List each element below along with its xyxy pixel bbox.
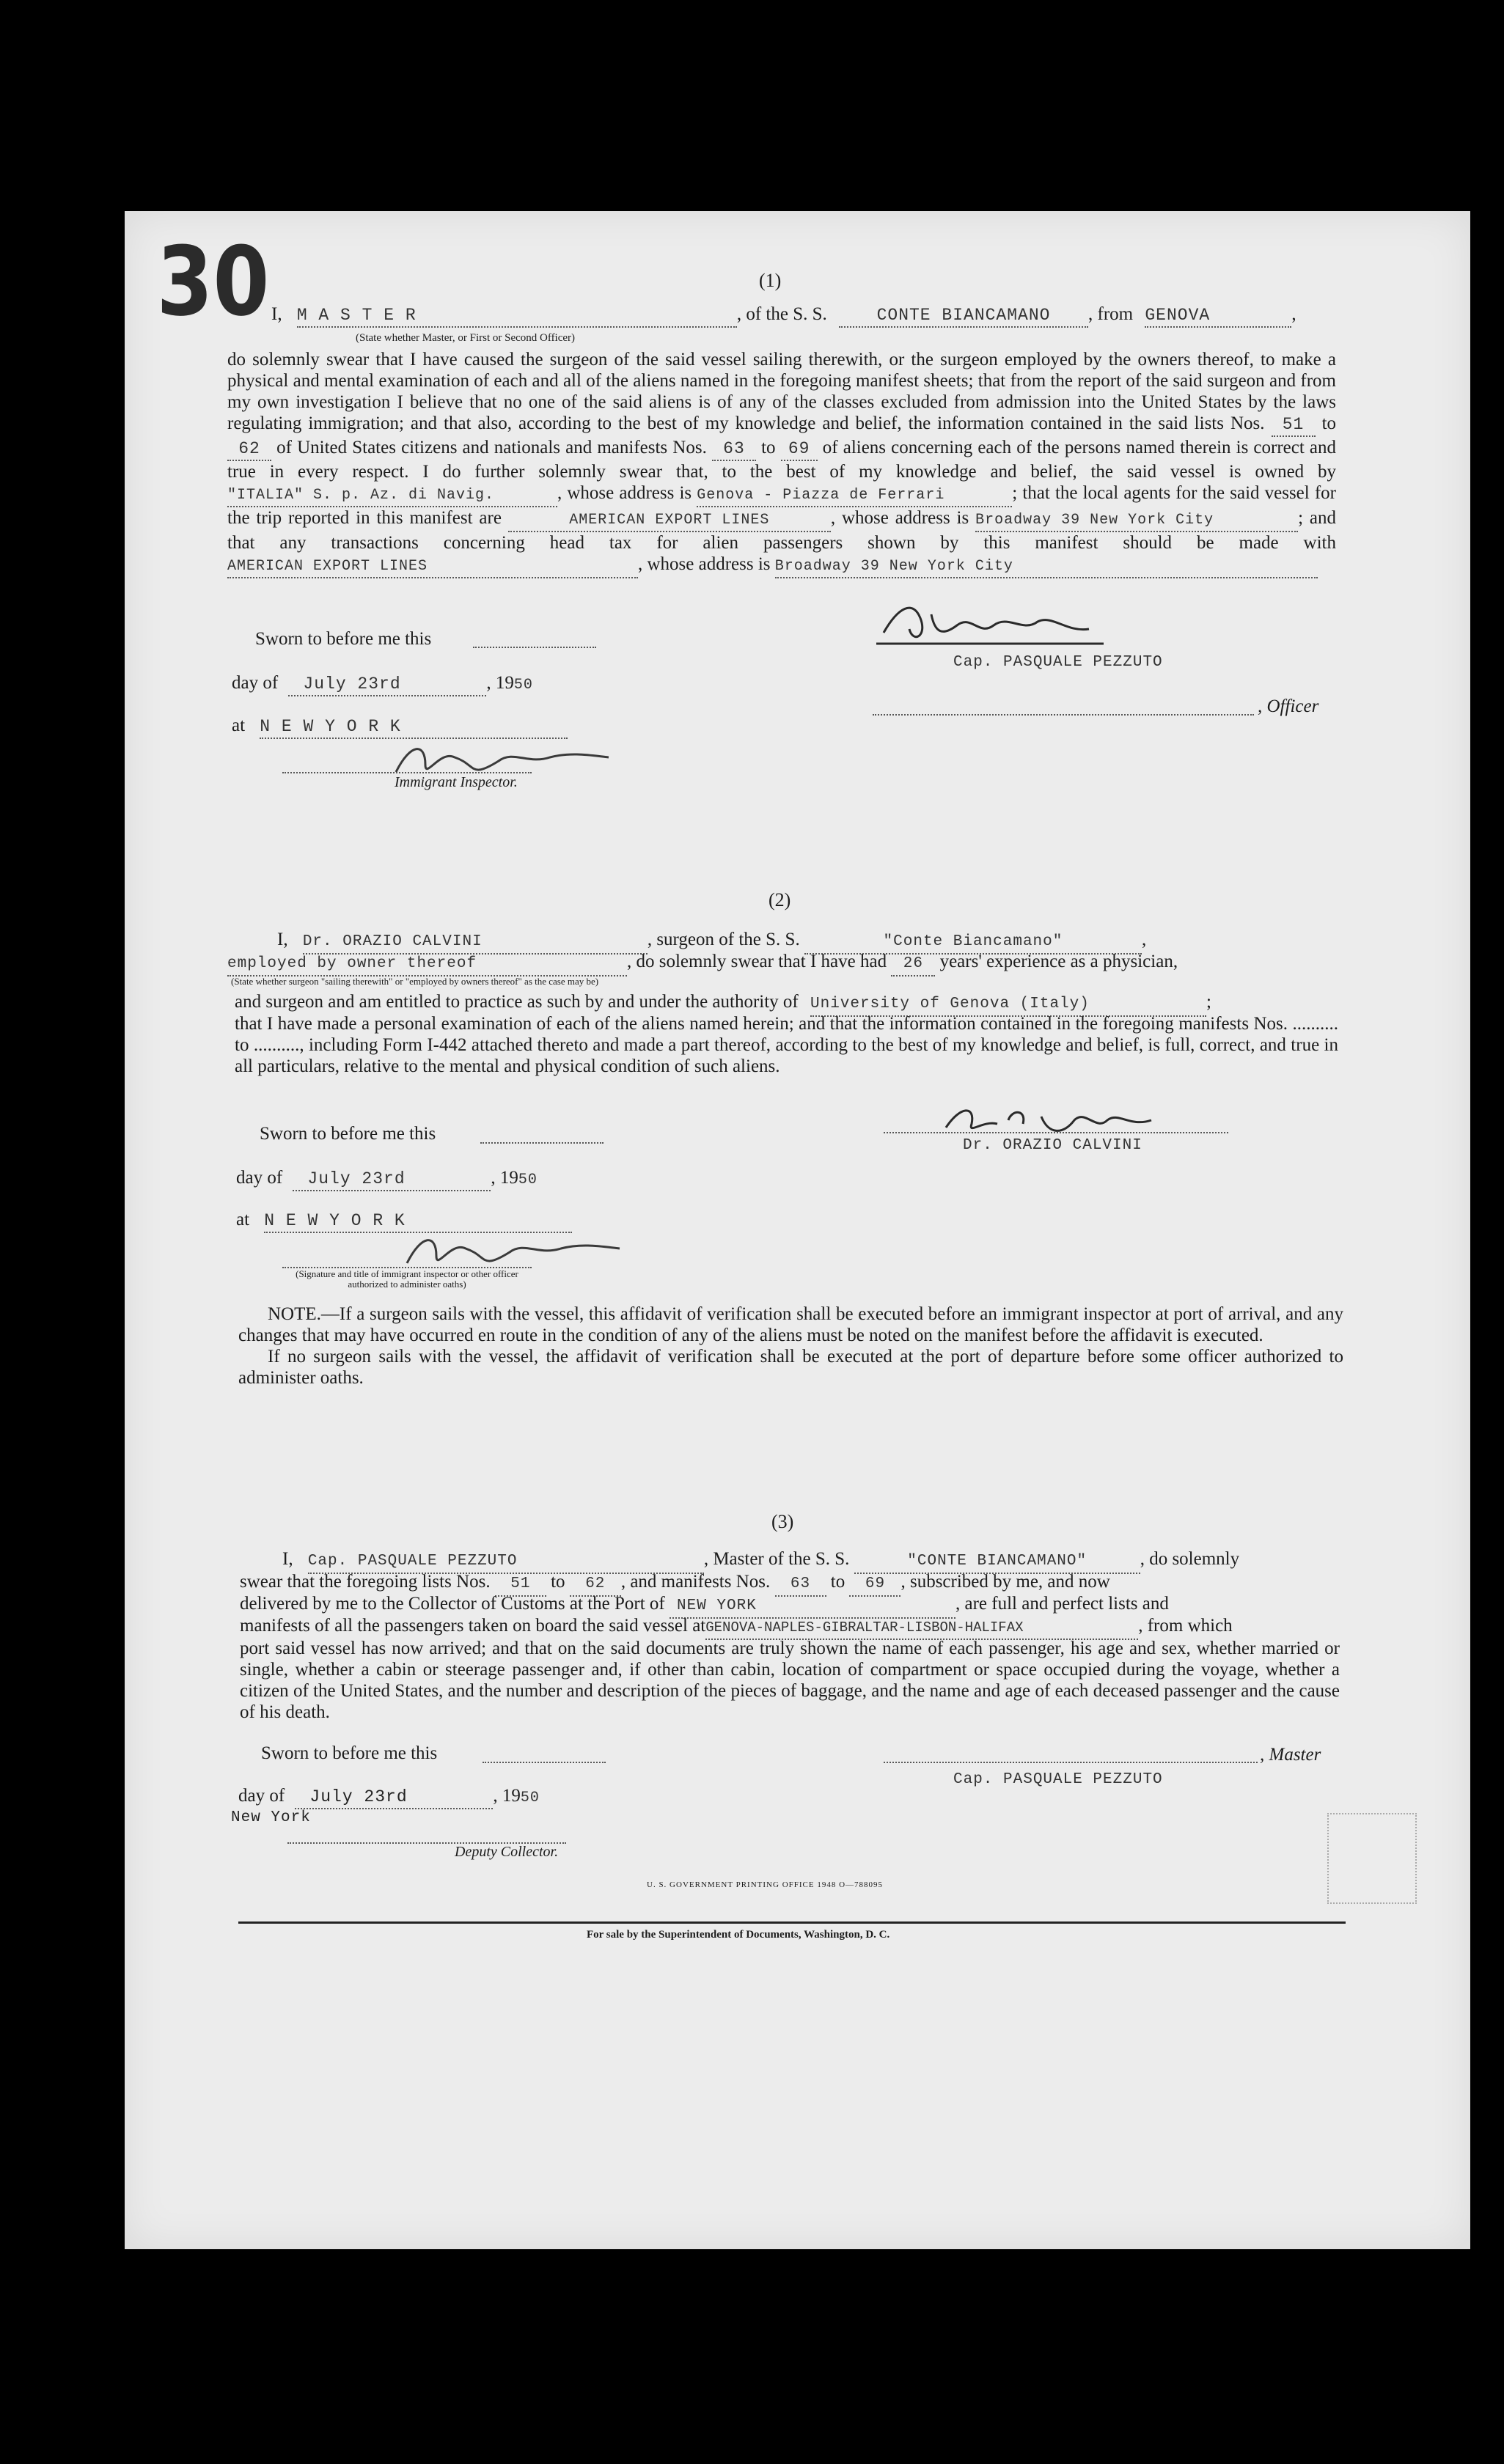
section1-line1: I, M A S T E R , of the S. S. CONTE BIANCAMANO , from GENOVA , bbox=[271, 304, 1296, 328]
section3-line2 bbox=[240, 1572, 1110, 1597]
surgeon-signature bbox=[939, 1098, 1159, 1142]
lists-to: 62 bbox=[570, 1574, 621, 1597]
at-label: at bbox=[236, 1210, 250, 1229]
deputy-label: Deputy Collector. bbox=[455, 1844, 559, 1860]
years-label: years' experience as a physician bbox=[939, 952, 1173, 971]
headtax-with: AMERICAN EXPORT LINES bbox=[227, 556, 638, 578]
master-sig-name: Cap. PASQUALE PEZZUTO bbox=[953, 1771, 1163, 1788]
officer-name: Cap. PASQUALE PEZZUTO bbox=[953, 654, 1163, 671]
date-line bbox=[232, 673, 533, 696]
printing-office: U. S. GOVERNMENT PRINTING OFFICE 1948 O—788095 bbox=[647, 1880, 884, 1889]
agents-label: that the local agents for the said vessel for the trip reported in this manifest are bbox=[227, 483, 1336, 528]
manifests-from: 63 bbox=[775, 1574, 826, 1597]
section3-line3 bbox=[240, 1594, 1169, 1619]
vessel-name: CONTE BIANCAMANO bbox=[839, 305, 1088, 328]
year-prefix: , 19 bbox=[486, 673, 514, 693]
from-port: GENOVA bbox=[1145, 305, 1291, 328]
sworn-line bbox=[480, 1142, 604, 1144]
corner-number: 30 bbox=[156, 226, 270, 337]
sworn-label: Sworn to before me this bbox=[261, 1743, 438, 1763]
manifests-to: 69 bbox=[849, 1574, 900, 1597]
ports-field: GENOVA-NAPLES-GIBRALTAR-LISBON-HALIFAX bbox=[705, 1617, 1138, 1640]
note1: NOTE.—If a surgeon sails with the vessel, this affidavit of verification shall be executed before an immigrant inspector at port of arrival, and any changes that may have occurred en route in the condition of any of the aliens must be noted on the manifest before the affidavit is executed. bbox=[238, 1304, 1343, 1345]
day-of-label: day of bbox=[238, 1786, 285, 1806]
officer-line bbox=[873, 714, 1254, 716]
lists-from: 51 bbox=[1272, 414, 1316, 437]
employed-field: employed by owner thereof bbox=[227, 954, 627, 977]
i-label: I, bbox=[271, 304, 282, 324]
surgeon-of-label: , surgeon of the S. S. bbox=[647, 930, 800, 949]
section2-line1: I, Dr. ORAZIO CALVINI , surgeon of the S. S. "Conte Biancamano" , bbox=[277, 930, 1146, 955]
officer-label: , Officer bbox=[1258, 696, 1319, 716]
master-sig-line bbox=[884, 1762, 1258, 1763]
stamp-box bbox=[1327, 1813, 1417, 1904]
owned-by-label: the said vessel is owned by bbox=[1090, 462, 1337, 482]
day-of-label: day of bbox=[236, 1168, 283, 1188]
place-field: N E W Y O R K bbox=[264, 1210, 572, 1233]
para1-text: do solemnly swear that I have caused the surgeon of the said vessel sailing therewith, or the surgeon employed by the owners thereof, to make a physical and mental examination of each and all of the aliens named in the foregoing manifest sheets; that from the report of the said surgeon and from my own investigation I believe that no one of the said aliens is of any of the classes excluded from admission into the United States by the laws regulating immigration; and that also, according to the best of my knowledge and belief, the information contained in the said lists Nos. bbox=[227, 350, 1336, 433]
footer-rule bbox=[238, 1921, 1346, 1924]
manifests-to: 69 bbox=[781, 438, 818, 461]
to-label: to bbox=[761, 438, 776, 457]
date-field: July 23rd bbox=[288, 674, 486, 696]
line4a-text: manifests of all the passengers taken on board the said vessel at bbox=[240, 1616, 706, 1636]
line3a-text: delivered by me to the Collector of Customs at the Port of bbox=[240, 1594, 665, 1614]
date-line bbox=[238, 1786, 540, 1809]
sworn-label: Sworn to before me this bbox=[260, 1124, 436, 1144]
line2a-text: swear that the foregoing lists Nos. bbox=[240, 1572, 491, 1592]
section3-paragraph: port said vessel has now arrived; and that on the said documents are truly shown the name of each passenger, his age and sex, whether married or single, whether a cabin or steerage passenger and, if other than cabin, location of compartment or space occupied during the voyage, whether a citizen of the United States, and the number and description of the pieces of baggage, and the name and age of each deceased passenger and the cause of his death. bbox=[240, 1639, 1340, 1722]
to-label: to bbox=[830, 1572, 845, 1592]
at-label: at bbox=[232, 716, 246, 735]
master-label: , Master bbox=[1260, 1745, 1321, 1765]
year-prefix: , 19 bbox=[491, 1168, 518, 1188]
sworn-label: Sworn to before me this bbox=[255, 629, 432, 649]
port-field: NEW YORK bbox=[670, 1596, 955, 1619]
master-field: M A S T E R bbox=[297, 305, 737, 328]
of-ss-label: , of the S. S. bbox=[736, 304, 827, 324]
inspector-label: Immigrant Inspector. bbox=[395, 774, 518, 790]
years-field: 26 bbox=[891, 954, 935, 977]
note-paragraph bbox=[238, 1303, 1343, 1389]
section-number: (3) bbox=[771, 1511, 794, 1532]
year-field: 50 bbox=[518, 1172, 538, 1188]
place-field: N E W Y O R K bbox=[260, 716, 568, 739]
surgeon-sig-line bbox=[884, 1132, 1228, 1133]
inspector-instruction: (Signature and title of immigrant inspector or other officer authorized to administer oaths) bbox=[296, 1268, 518, 1290]
section-number: (2) bbox=[768, 889, 791, 911]
year-field: 50 bbox=[520, 1790, 540, 1806]
date-field: July 23rd bbox=[295, 1787, 493, 1809]
inspector-line bbox=[282, 772, 532, 773]
to-label: to bbox=[551, 1572, 565, 1592]
from-label: , from bbox=[1088, 304, 1134, 324]
sworn-line bbox=[483, 1762, 606, 1763]
headtax-label2: passengers shown by this manifest should be made with bbox=[763, 533, 1337, 553]
master-name: Cap. PASQUALE PEZZUTO bbox=[308, 1551, 704, 1574]
year-prefix: , 19 bbox=[493, 1786, 521, 1806]
solemnly-label: , do solemnly bbox=[1140, 1549, 1240, 1569]
officer-signature bbox=[869, 592, 1111, 651]
i-label: I, bbox=[282, 1549, 293, 1569]
agents-field: AMERICAN EXPORT LINES bbox=[508, 510, 831, 532]
date-field: July 23rd bbox=[293, 1169, 491, 1191]
lists-to: 62 bbox=[227, 438, 271, 461]
headtax-addr-label: , whose address is bbox=[638, 554, 771, 574]
date-line bbox=[236, 1168, 538, 1191]
to-label: to bbox=[1321, 413, 1337, 433]
master-of-label: , Master of the S. S. bbox=[703, 1549, 850, 1569]
lists-from: 51 bbox=[495, 1574, 546, 1597]
section2-line2: employed by owner thereof , do solemnly swear that I have had 26 years' experience as a physician, bbox=[227, 952, 1178, 977]
employed-instruction: (State whether surgeon "sailing therewith" or "employed by owners thereof" as the case may be) bbox=[231, 976, 599, 987]
swear-label: , do solemnly swear that I have had bbox=[627, 952, 887, 971]
agents-addr-label: whose address is bbox=[841, 508, 969, 528]
city-field: New York bbox=[231, 1809, 311, 1826]
owner-address: Genova - Piazza de Ferrari bbox=[697, 485, 1012, 507]
owner-addr-label: , whose address is bbox=[557, 483, 692, 503]
sworn-line bbox=[473, 647, 596, 648]
manifest-affidavit-page bbox=[125, 211, 1470, 2249]
para2b-text: of aliens concerning each of the persons named therein is correct and true in every respect. I do further solemnly swear that, to the best of my knowledge and belief, bbox=[227, 438, 1337, 482]
section2-paragraph: that I have made a personal examination of each of the aliens named herein; and that the information contained in the foregoing manifests Nos. .......... to .........., including Form I-442 attached thereto and made a part thereof, according to the best of my knowledge and belief, is full, correct, and true in all particulars, relative to the mental and physical condition of such aliens. bbox=[235, 1014, 1338, 1076]
master-instruction: (State whether Master, or First or Second Officer) bbox=[356, 332, 576, 344]
owner-field: "ITALIA" S. p. Az. di Navig. bbox=[227, 485, 557, 507]
line2c-text: , subscribed by me, and now bbox=[900, 1572, 1110, 1592]
authority-line: and surgeon and am entitled to practice as such by and under the authority of University of Genova (Italy) ; bbox=[235, 992, 1211, 1017]
vessel-name: "Conte Biancamano" bbox=[804, 932, 1142, 955]
year-field: 50 bbox=[513, 677, 533, 694]
agents-address: Broadway 39 New York City bbox=[975, 510, 1298, 532]
surgeon-sig-name: Dr. ORAZIO CALVINI bbox=[963, 1137, 1142, 1154]
manifests-from: 63 bbox=[712, 438, 756, 461]
i-label: I, bbox=[277, 930, 288, 949]
section3-line4 bbox=[240, 1616, 1233, 1640]
vessel-name: "CONTE BIANCAMANO" bbox=[854, 1551, 1140, 1574]
para2a-text: of United States citizens and nationals and manifests Nos. bbox=[276, 438, 707, 457]
footer-text: For sale by the Superintendent of Documents, Washington, D. C. bbox=[587, 1929, 890, 1941]
line2b-text: , and manifests Nos. bbox=[620, 1572, 771, 1592]
line4b-text: , from which bbox=[1138, 1616, 1233, 1636]
headtax-label: ; and that any transactions concerning head tax for alien bbox=[227, 508, 1337, 553]
surgeon-name: Dr. ORAZIO CALVINI bbox=[303, 932, 648, 955]
day-of-label: day of bbox=[232, 673, 279, 693]
authority-field: University of Genova (Italy) bbox=[810, 994, 1206, 1017]
note2: If no surgeon sails with the vessel, the affidavit of verification shall be executed at the port of departure before some officer authorized to administer oaths. bbox=[238, 1347, 1343, 1388]
section1-paragraph: do solemnly swear that I have caused the surgeon of the said vessel sailing therewith, or the surgeon employed by the owners thereof, to make a physical and mental examination of each and all of the aliens named in the foregoing manifest sheets; that from the report of the said surgeon and from my own investigation I believe that no one of the said aliens is of any of the classes excluded from admission into the United States by the laws regulating immigration; and that also, according to the best of my knowledge and belief, the information contained in the said lists Nos. 51 to 62 of United States citizens and nationals and manifests Nos. 63 to 69 of aliens concerning each of the persons named therein is correct and true in every respect. I do further solemnly swear that, to the best of my knowledge and belief, the said vessel is owned by "ITALIA" S. p. Az. di Navig. , whose address is Genova - Piazza de Ferrari ; that the local agents for the said vessel for the trip reported in this manifest are AMERICAN EXPORT LINES , whose address is Broadway 39 New York City ; and that any transactions concerning head tax for alien passengers shown by this manifest should be made with AMERICAN EXPORT LINES , whose address is Broadway 39 New York City bbox=[227, 349, 1336, 578]
section-number: (1) bbox=[759, 270, 782, 291]
authority-label: and surgeon and am entitled to practice as such by and under the authority of bbox=[235, 992, 799, 1012]
line3b-text: , are full and perfect lists and bbox=[955, 1594, 1169, 1614]
section3-line1 bbox=[282, 1549, 1239, 1574]
headtax-address: Broadway 39 New York City bbox=[775, 556, 1318, 578]
